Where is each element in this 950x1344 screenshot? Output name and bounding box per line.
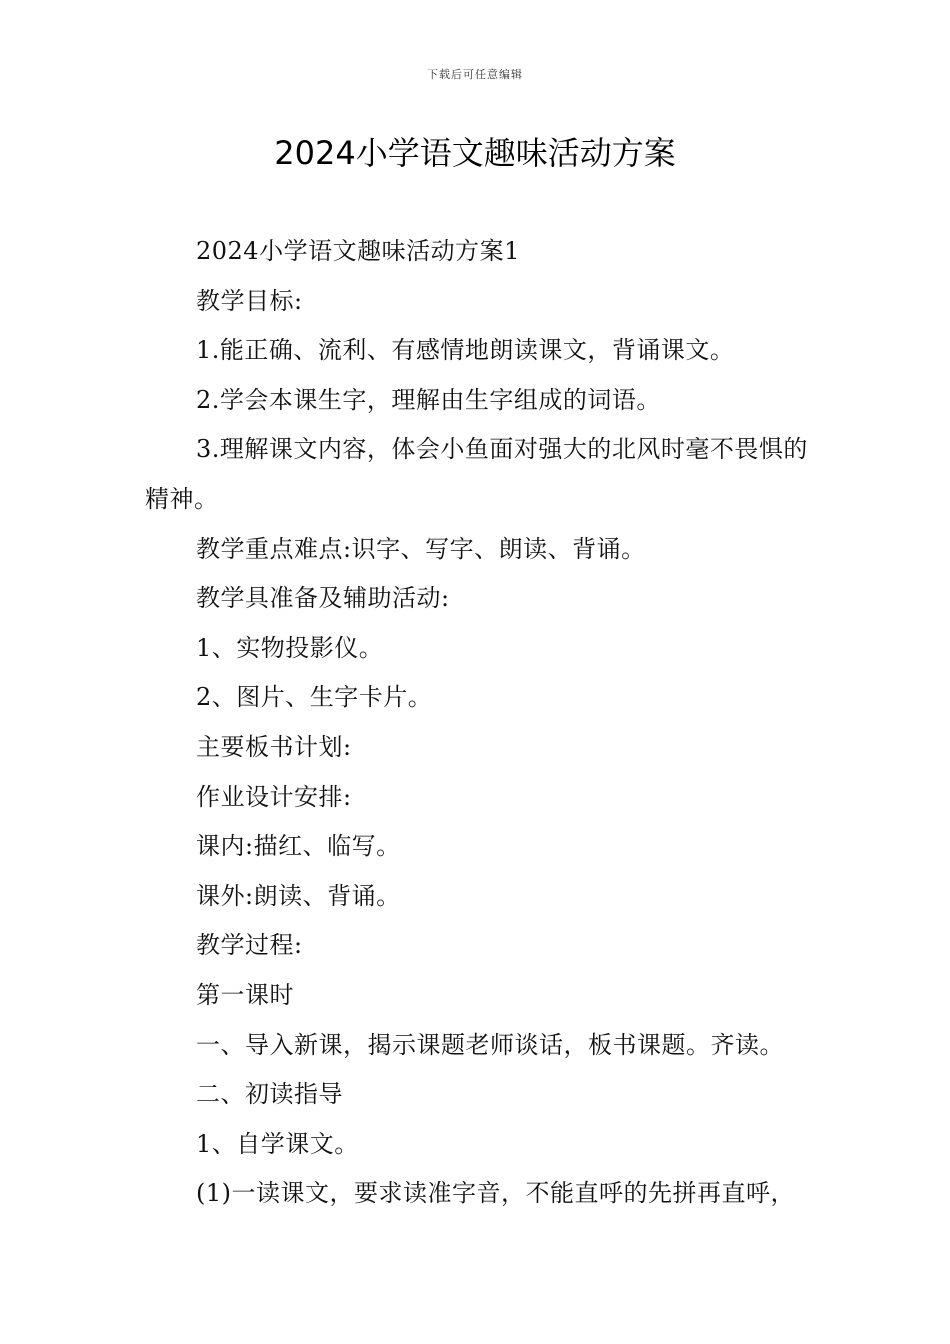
paragraph: 作业设计安排:: [196, 782, 352, 811]
paragraph: 2024小学语文趣味活动方案1: [196, 237, 520, 265]
paragraph: 1、自学课文。: [196, 1129, 359, 1158]
paragraph: 3.理解课文内容，体会小鱼面对强大的北风时毫不畏惧的精神。: [145, 435, 808, 513]
paragraph: 教学重点难点:识字、写字、朗读、背诵。: [196, 534, 646, 563]
paragraph: (1)一读课文，要求读准字音，不能直呼的先拼再直呼，: [196, 1179, 795, 1208]
header-note: 下载后可任意编辑: [427, 68, 523, 81]
paragraph: 教学过程:: [196, 931, 303, 960]
paragraph: 课内:描红、临写。: [196, 832, 401, 861]
document-title: 2024小学语文趣味活动方案: [274, 134, 676, 172]
paragraph: 主要板书计划:: [196, 732, 352, 761]
paragraph: 课外:朗读、背诵。: [196, 881, 401, 910]
document-body: [145, 227, 810, 1219]
paragraph: 2、图片、生字卡片。: [196, 683, 433, 712]
paragraph: 二、初读指导: [196, 1080, 343, 1109]
paragraph: 2.学会本课生字，理解由生字组成的词语。: [196, 385, 661, 414]
paragraph: 教学具准备及辅助活动:: [196, 584, 450, 613]
paragraph: 第一课时: [196, 980, 294, 1009]
paragraph: 教学目标:: [196, 286, 303, 315]
paragraph: 1.能正确、流利、有感情地朗读课文，背诵课文。: [196, 336, 735, 365]
paragraph: 一、导入新课，揭示课题老师谈话，板书课题。齐读。: [196, 1030, 784, 1059]
paragraph: 1、实物投影仪。: [196, 633, 384, 662]
